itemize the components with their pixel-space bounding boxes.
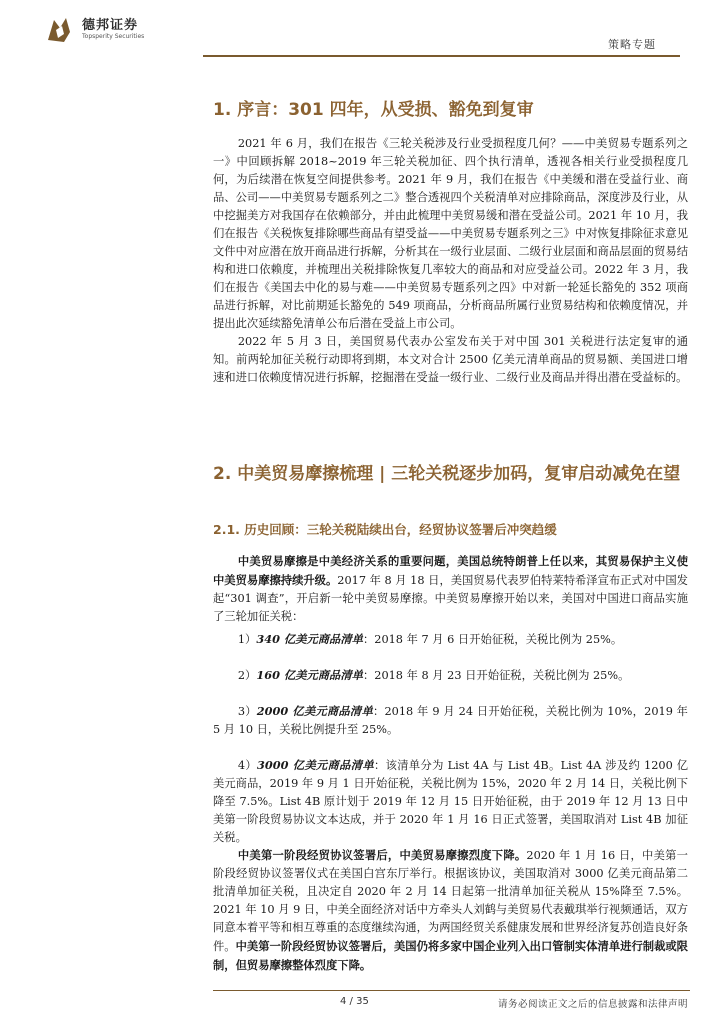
page-header [0, 0, 724, 60]
list-item-name: 340 亿美元商品清单 [256, 632, 363, 646]
section-2-title: 2. 中美贸易摩擦梳理 | 三轮关税逐步加码，复审启动减免在望 [213, 464, 681, 484]
section-2-1-title: 2.1. 历史回顾：三轮关税陆续出台，经贸协议签署后冲突趋缓 [213, 522, 557, 537]
company-logo [44, 14, 174, 46]
section-1-title: 1. 序言：301 四年，从受损、豁免到复审 [213, 100, 534, 120]
list-item-name: 2000 亿美元商品清单 [256, 704, 373, 718]
legal-disclaimer: 请务必阅读正文之后的信息披露和法律声明 [497, 999, 688, 1010]
list-item-name: 160 亿美元商品清单 [256, 668, 363, 682]
list-item-text: ：该清单分为 List 4A 与 List 4B。List 4A 涉及约 1200 亿美元商品，2019 年 9 月 1 日开始征税，关税比例为 15%，2020 年 2 月 14 日，关税比例下降至 7.5%。List 4B 原计划于 2019 年 12 月 15 日开始征税，由于 2019 年 12 月 13 日中美第一阶段贸易协议文本达成，并于 2020 年 1 月 16 日正式签署，美国取消对 List 4B 加征关税。 [213, 759, 688, 844]
document-type-label: 策略专题 [608, 38, 656, 51]
intro-bold-text: 中美贸易摩擦是中美经济关系的重要问题，美国总统特朗普上任以来，其贸易保护主义使中美贸易摩擦持续升级。 [213, 554, 688, 587]
paragraph-text: 2022 年 5 月 3 日，美国贸易代表办公室发布关于对中国 301 关税进行法定复审的通知。前两轮加征关税行动即将到期，本文对合计 2500 亿美元清单商品的贸易额、美国进口增速和进口依赖度情况进行拆解，挖掘潜在受益一级行业、二级行业及商品并得出潜在受益标的。 [213, 335, 688, 384]
list-item-text: ：2018 年 8 月 23 日开始征税，关税比例为 25%。 [362, 669, 630, 682]
list-item [213, 630, 688, 649]
list-item-number: 4） [237, 759, 257, 772]
section-2-closing-paragraph [213, 846, 688, 975]
section-2-intro-paragraph [213, 552, 688, 626]
page-number: 4 / 35 [340, 996, 369, 1007]
list-item-name: 3000 亿美元商品清单 [257, 758, 375, 772]
logo-mark-icon [44, 14, 76, 46]
closing-bold-text-1: 中美第一阶段经贸协议签署后，中美贸易摩擦烈度下降。 [237, 848, 527, 862]
list-item-number: 3） [237, 705, 257, 718]
brand-name-en: Topsperity Securities [82, 33, 145, 40]
header-divider [203, 55, 680, 57]
list-item [213, 756, 688, 847]
footer-divider [213, 990, 690, 991]
list-item-text: ：2018 年 9 月 24 日开始征税，关税比例为 10%，2019 年 5 月 10 日，关税比例提升至 25%。 [213, 705, 688, 736]
list-item-number: 2） [237, 669, 257, 682]
list-item [213, 702, 688, 739]
brand-name-cn: 德邦证券 [82, 18, 139, 33]
section-1-paragraph-1 [213, 135, 688, 333]
intro-text: 2017 年 8 月 18 日，美国贸易代表罗伯特莱特希泽宣布正式对中国发起“301 调查”，开启新一轮中美贸易摩擦。中美贸易摩擦开始以来，美国对中国进口商品实施了三轮加征关税： [213, 574, 688, 623]
paragraph-text: 2021 年 6 月，我们在报告《三轮关税涉及行业受损程度几何？——中美贸易专题系列之一》中回顾拆解 2018~2019 年三轮关税加征、四个执行清单，透视各相关行业受损程度几何，为后续潜在恢复空间提供参考。2021 年 9 月，我们在报告《中美缓和潜在受益行业、商品、公司——中美贸易专题系列之二》整合透视四个关税清单对应排除商品，深度涉及行业，从中挖掘美方对我国存在依赖部分，并由此梳理中美贸易缓和潜在受益公司。2021 年 10 月，我们在报告《关税恢复排除哪些商品有望受益——中美贸易专题系列之三》中对恢复排除征求意见文件中对应潜在放开商品进行拆解，分析其在一级行业层面、二级行业层面和商品层面的贸易结构和进口依赖度，并梳理出关税排除恢复几率较大的商品和对应受益公司。2022 年 3 月，我们在报告《美国去中化的易与难——中美贸易专题系列之四》中对新一轮延长豁免的 352 项商品进行拆解，对比前期延长豁免的 549 项商品，分析商品所属行业贸易结构和依赖度情况，并提出此次延续豁免清单公布后潜在受益上市公司。 [213, 137, 688, 330]
list-item-text: ：2018 年 7 月 6 日开始征税，关税比例为 25%。 [362, 633, 623, 646]
page-footer [0, 990, 724, 1024]
closing-bold-text-2: 中美第一阶段经贸协议签署后，美国仍将多家中国企业列入出口管制实体清单进行制裁或限制，但贸易摩擦整体烈度下降。 [213, 939, 688, 972]
section-1-paragraph-2 [213, 333, 688, 387]
closing-text: 2020 年 1 月 16 日，中美第一阶段经贸协议签署仪式在美国白宫东厅举行。根据该协议，美国取消对 3000 亿美元商品第二批清单加征关税，且决定自 2020 年 2 月 14 日起第一批清单加征关税从 15%降至 7.5%。2021 年 10 月 9 日，中美全面经济对话中方牵头人刘鹤与美贸易代表戴琪举行视频通话，双方同意本着平等和相互尊重的态度继续沟通，为两国经贸关系健康发展和世界经济复苏创造良好条件。 [213, 849, 688, 953]
list-item-number: 1） [237, 633, 257, 646]
list-item [213, 666, 688, 685]
